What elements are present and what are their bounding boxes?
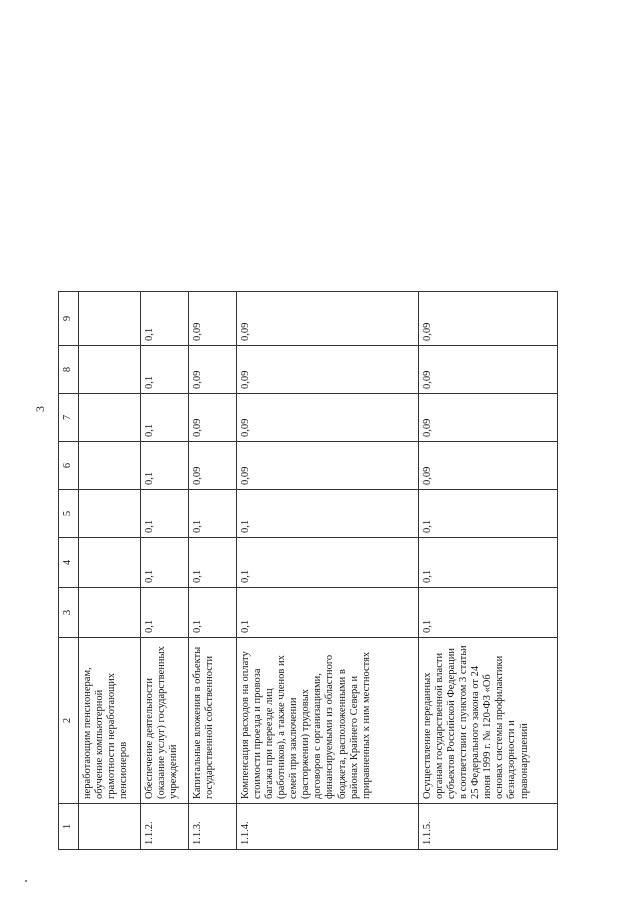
row-number: 1.1.4. — [237, 804, 419, 850]
row-number — [79, 804, 141, 850]
value-cell — [79, 588, 141, 638]
value-cell: 0,1 — [141, 394, 189, 442]
value-cell: 0,1 — [141, 588, 189, 638]
table-row — [419, 292, 558, 850]
value-cell: 0,09 — [189, 292, 237, 346]
table-row — [237, 292, 419, 850]
value-cell — [79, 394, 141, 442]
row-description: неработающим пенсионерам, обучение компьютерной грамотности неработающих пенсионеров — [79, 638, 141, 804]
value-cell: 0,1 — [141, 442, 189, 490]
value-cell: 0,1 — [141, 538, 189, 588]
value-cell: 0,1 — [189, 538, 237, 588]
value-cell: 0,1 — [419, 538, 558, 588]
scan-speck — [25, 880, 27, 882]
value-cell: 0,1 — [189, 588, 237, 638]
value-cell: 0,09 — [237, 394, 419, 442]
row-description: Капитальные вложения в объекты государственной собственности — [189, 638, 237, 804]
value-cell: 0,1 — [189, 490, 237, 538]
value-cell — [79, 442, 141, 490]
row-description: Обеспечение деятельности (оказание услуг) государственных учреждений — [141, 638, 189, 804]
row-description: Компенсация расходов на оплату стоимости проезда и провоза багажа при переезде лиц (работников), а также членов их семей при заключении (расторжении) трудовых договоров с организациями, финансируемыми из областного бюджета, расположенными в районах Крайнего Севера и приравненных к ним местностях — [237, 638, 419, 804]
value-cell: 0,09 — [237, 442, 419, 490]
header-cell: 2 — [59, 638, 79, 804]
value-cell: 0,09 — [189, 394, 237, 442]
page-number: 3 — [33, 406, 47, 412]
value-cell: 0,1 — [141, 292, 189, 346]
header-cell: 3 — [59, 588, 79, 638]
value-cell: 0,1 — [141, 346, 189, 394]
header-cell: 8 — [59, 346, 79, 394]
header-cell: 1 — [59, 804, 79, 850]
value-cell: 0,1 — [419, 490, 558, 538]
table-row — [79, 292, 141, 850]
value-cell — [79, 346, 141, 394]
row-number: 1.1.5. — [419, 804, 558, 850]
value-cell: 0,1 — [237, 490, 419, 538]
value-cell — [79, 538, 141, 588]
value-cell: 0,09 — [237, 292, 419, 346]
budget-table — [58, 291, 558, 850]
value-cell: 0,1 — [141, 490, 189, 538]
value-cell — [79, 490, 141, 538]
row-number: 1.1.2. — [141, 804, 189, 850]
value-cell: 0,09 — [419, 394, 558, 442]
header-cell: 4 — [59, 538, 79, 588]
table-row — [189, 292, 237, 850]
rotated-table-container — [58, 292, 558, 850]
value-cell: 0,09 — [419, 346, 558, 394]
value-cell: 0,09 — [419, 442, 558, 490]
table-header-row — [59, 292, 79, 850]
header-cell: 6 — [59, 442, 79, 490]
table-row — [141, 292, 189, 850]
row-number: 1.1.3. — [189, 804, 237, 850]
header-cell: 9 — [59, 292, 79, 346]
header-cell: 5 — [59, 490, 79, 538]
value-cell: 0,09 — [189, 442, 237, 490]
value-cell — [79, 292, 141, 346]
value-cell: 0,09 — [237, 346, 419, 394]
value-cell: 0,1 — [237, 538, 419, 588]
row-description: Осуществление переданных органам государственной власти субъектов Российской Федерации в соответствии с пунктом 3 статьи 25 Федерального закона от 24 июня 1999 г. № 120-ФЗ «Об основах системы профилактики безнадзорности и правонарушений — [419, 638, 558, 804]
value-cell: 0,1 — [419, 588, 558, 638]
value-cell: 0,1 — [237, 588, 419, 638]
header-cell: 7 — [59, 394, 79, 442]
value-cell: 0,09 — [189, 346, 237, 394]
value-cell: 0,09 — [419, 292, 558, 346]
